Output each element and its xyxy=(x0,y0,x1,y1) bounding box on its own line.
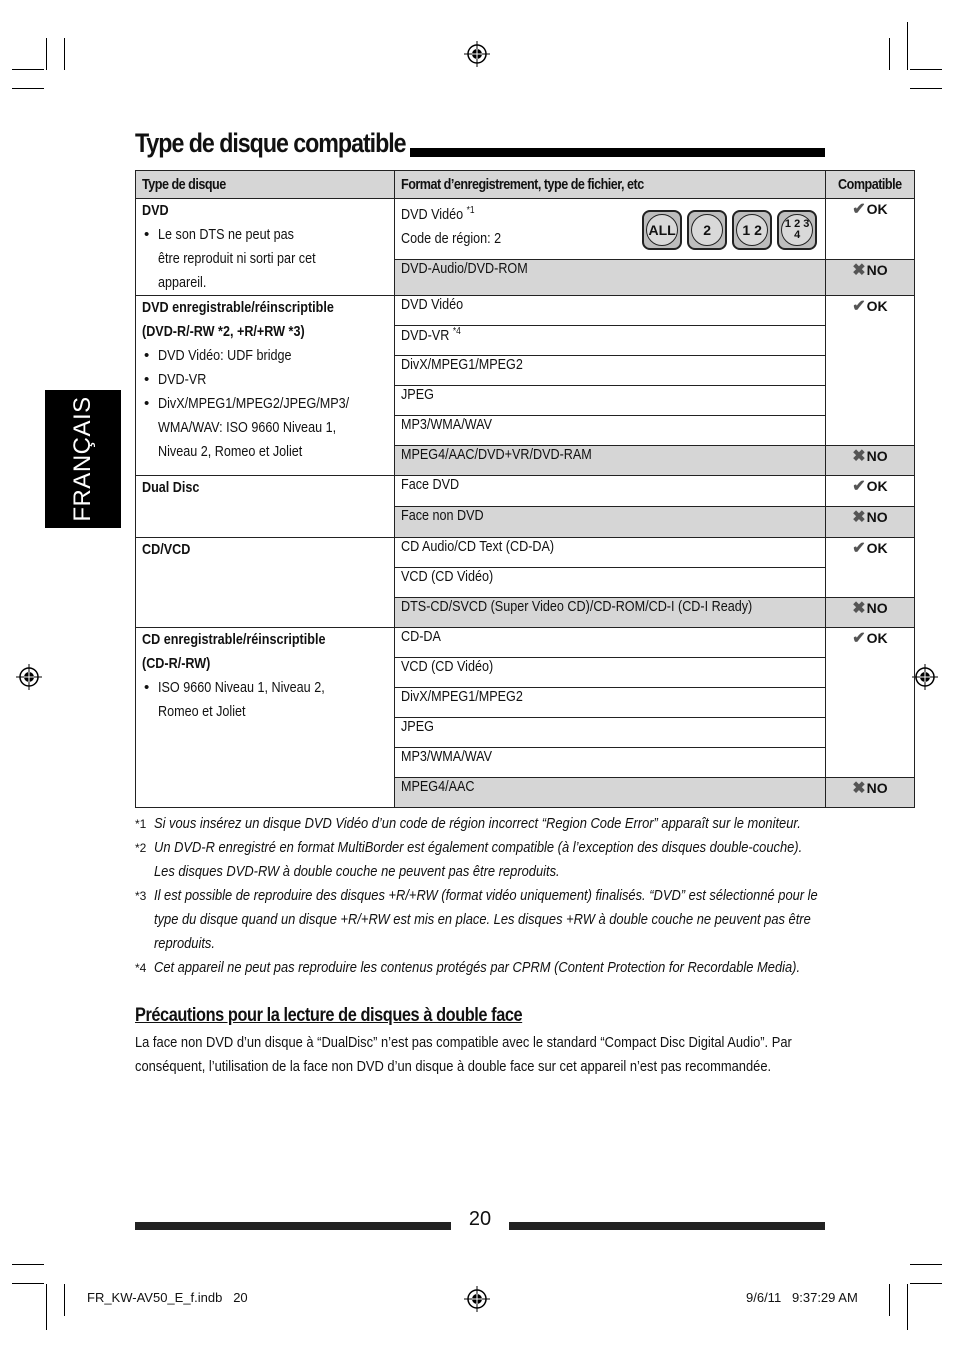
print-slug-file: FR_KW-AV50_E_f.indb 20 xyxy=(87,1290,248,1305)
compatible-cell xyxy=(826,199,915,260)
section-body: La face non DVD d’un disque à “DualDisc” n’est pas compatible avec le standard “Compact Disc Digital Audio”. Par conséquent, l’utilisation de la face non DVD d’un disque à double face sur cet appareil n’est pas recommandée. xyxy=(135,1034,792,1075)
column-header: Type de disque xyxy=(136,171,395,199)
footnote: *2 Un DVD-R enregistré en format MultiBorder est également compatible (à l’exception des disques double-couche). Les disques DVD-RW à double couche ne peuvent pas être reproduits. xyxy=(135,839,803,880)
region-code-icons xyxy=(642,210,817,250)
crop-mark xyxy=(12,1283,44,1284)
no-badge: ✖ NO xyxy=(852,261,888,279)
language-tab-label: FRANÇAIS xyxy=(69,396,96,522)
format-cell: JPEG xyxy=(395,718,826,748)
crop-mark xyxy=(64,38,65,70)
disc-type-subtitle: (CD-R/-RW) xyxy=(142,655,211,672)
no-badge: ✖ NO xyxy=(852,448,888,465)
cross-icon: ✖ xyxy=(852,261,866,279)
format-cell: MP3/WMA/WAV xyxy=(395,416,826,446)
no-badge: ✖ NO xyxy=(852,509,888,526)
ok-badge: ✔ OK xyxy=(852,540,888,557)
disc-type-cell xyxy=(136,199,395,296)
format-cell: VCD (CD Vidéo) xyxy=(395,658,826,688)
format-cell: Face DVD xyxy=(395,476,826,507)
disc-type-cell xyxy=(136,296,395,476)
cross-icon: ✖ xyxy=(852,448,866,465)
format-cell: DVD-VR $^{*4}$ xyxy=(395,326,826,356)
compatible-cell xyxy=(826,598,915,628)
crop-mark xyxy=(12,69,44,70)
ok-badge: ✔ OK xyxy=(852,201,888,218)
footer-rule-left xyxy=(135,1222,451,1230)
region-1-2-icon: 1 2 xyxy=(732,210,772,250)
compatible-cell xyxy=(826,259,915,295)
check-icon: ✔ xyxy=(852,630,866,647)
check-icon: ✔ xyxy=(852,478,866,495)
disc-type-cell xyxy=(136,628,395,808)
disc-type-bullet: • Le son DTS ne peut pas être reproduit ni sorti par cet appareil. xyxy=(158,223,388,295)
crop-mark xyxy=(12,88,44,89)
registration-mark-icon xyxy=(16,664,42,690)
format-cell: CD-DA xyxy=(395,628,826,658)
crop-mark xyxy=(910,88,942,89)
page-number: 20 xyxy=(468,1208,492,1230)
format-cell: MPEG4/AAC/DVD+VR/DVD-RAM xyxy=(395,446,826,476)
registration-mark-icon xyxy=(464,41,490,67)
disc-type-title: CD/VCD xyxy=(142,541,191,558)
compatible-cell xyxy=(826,476,915,507)
disc-type-bullet: • DVD Vidéo: UDF bridge xyxy=(158,344,388,368)
compatibility-table xyxy=(135,170,915,808)
print-slug-date: 9/6/11 9:37:29 AM xyxy=(746,1290,858,1305)
language-tab xyxy=(45,390,121,528)
crop-mark xyxy=(910,1283,942,1284)
compatible-cell xyxy=(826,628,915,778)
cross-icon: ✖ xyxy=(852,780,866,797)
format-cell: DVD Vidéo $^{*1}$ Code de région: 2 ALL 2 1 2 1 2 3 4 xyxy=(395,199,826,260)
disc-type-bullet: • DVD-VR xyxy=(158,368,388,392)
page-title: Type de disque compatible xyxy=(135,128,406,158)
compatible-cell xyxy=(826,778,915,808)
format-cell: MPEG4/AAC xyxy=(395,778,826,808)
table-header-row xyxy=(136,171,915,199)
title-rule xyxy=(410,148,825,157)
compatible-cell xyxy=(826,538,915,598)
format-cell: DTS-CD/SVCD (Super Video CD)/CD-ROM/CD-I (CD-I Ready) xyxy=(395,598,826,628)
disc-type-title: CD enregistrable/réinscriptible xyxy=(142,631,326,648)
disc-type-title: DVD enregistrable/réinscriptible xyxy=(142,299,334,316)
section-heading: Précautions pour la lecture de disques à double face xyxy=(135,1005,523,1026)
disc-type-cell xyxy=(136,476,395,538)
no-badge: ✖ NO xyxy=(852,780,888,797)
format-cell: JPEG xyxy=(395,386,826,416)
ok-badge: ✔ OK xyxy=(852,630,888,647)
column-header: Compatible xyxy=(826,171,915,199)
footnote: *3 Il est possible de reproduire des disques +R/+RW (format vidéo uniquement) finalisés. “DVD” est sélectionné pour le type du disque quand un disque +R/+RW est mis en place. Les disques +RW à double couche ne peuvent pas être reproduits. xyxy=(135,887,818,952)
check-icon: ✔ xyxy=(852,298,866,315)
column-header: Format d’enregistrement, type de fichier, etc xyxy=(395,171,826,199)
crop-mark xyxy=(46,38,47,70)
crop-mark xyxy=(889,38,890,70)
registration-mark-icon xyxy=(912,664,938,690)
ok-badge: ✔ OK xyxy=(852,478,888,495)
table-row xyxy=(136,538,915,568)
disc-type-bullet: • DivX/MPEG1/MPEG2/JPEG/MP3/ WMA/WAV: ISO 9660 Niveau 1, Niveau 2, Romeo et Joliet xyxy=(158,392,388,464)
no-badge: ✖ NO xyxy=(852,600,888,617)
registration-mark-icon xyxy=(464,1286,490,1312)
format-cell: CD Audio/CD Text (CD-DA) xyxy=(395,538,826,568)
cross-icon: ✖ xyxy=(852,600,866,617)
footnotes xyxy=(135,812,825,980)
crop-mark xyxy=(907,1284,908,1330)
disc-type-cell xyxy=(136,538,395,628)
format-cell: Face non DVD xyxy=(395,507,826,538)
format-cell: MP3/WMA/WAV xyxy=(395,748,826,778)
ok-badge: ✔ OK xyxy=(852,298,888,315)
compatible-cell xyxy=(826,296,915,446)
crop-mark xyxy=(910,69,942,70)
check-icon: ✔ xyxy=(852,540,866,557)
region-1-2-3-4-icon: 1 2 3 4 xyxy=(777,210,817,250)
footnote: *1 Si vous insérez un disque DVD Vidéo d’un code de région incorrect “Region Code Error” apparaît sur le moniteur. xyxy=(135,815,801,832)
table-row xyxy=(136,296,915,326)
table-row xyxy=(136,476,915,507)
check-icon: ✔ xyxy=(852,201,866,218)
disc-type-subtitle: (DVD-R/-RW *2, +R/+RW *3) xyxy=(142,323,305,340)
crop-mark xyxy=(12,1264,44,1265)
crop-mark xyxy=(46,1284,47,1330)
crop-mark xyxy=(64,1284,65,1316)
region-2-icon: 2 xyxy=(687,210,727,250)
table-row xyxy=(136,199,915,260)
format-cell: DVD-Audio/DVD-ROM xyxy=(395,259,826,295)
compatible-cell xyxy=(826,507,915,538)
crop-mark xyxy=(910,1264,942,1265)
format-cell: DivX/MPEG1/MPEG2 xyxy=(395,688,826,718)
disc-type-bullet: • ISO 9660 Niveau 1, Niveau 2, Romeo et Joliet xyxy=(158,676,388,724)
table-row xyxy=(136,628,915,658)
format-cell: VCD (CD Vidéo) xyxy=(395,568,826,598)
compatible-cell xyxy=(826,446,915,476)
disc-type-title: Dual Disc xyxy=(142,479,200,496)
disc-type-title: DVD xyxy=(142,202,169,219)
crop-mark xyxy=(889,1284,890,1316)
footnote: *4 Cet appareil ne peut pas reproduire les contenus protégés par CPRM (Content Protection for Recordable Media). xyxy=(135,959,801,976)
format-cell: DVD Vidéo xyxy=(395,296,826,326)
footer-rule-right xyxy=(509,1222,825,1230)
cross-icon: ✖ xyxy=(852,509,866,526)
region-all-icon: ALL xyxy=(642,210,682,250)
format-cell: DivX/MPEG1/MPEG2 xyxy=(395,356,826,386)
crop-mark xyxy=(907,22,908,70)
